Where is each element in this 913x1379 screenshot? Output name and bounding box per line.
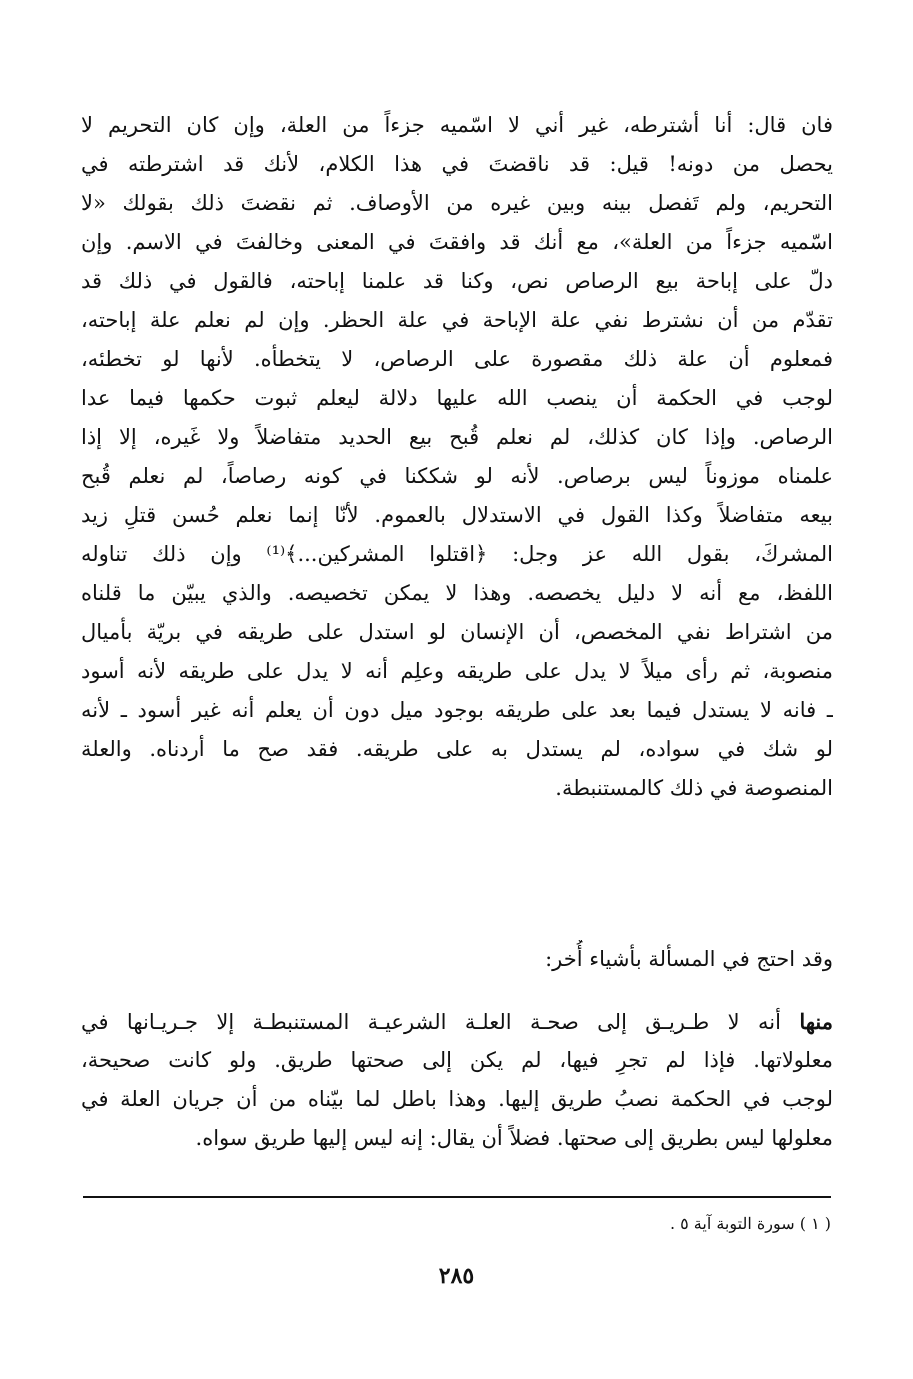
text-line: معلولاتها. فإذا لم تجرِ فيها، لم يكن إلى صحتها طريق. ولو كانت صحيحة،	[81, 1048, 833, 1072]
text-line: منصوبة، ثم رأى ميلاً لا يدل على طريقه وعلِم أنه لا يدل على طريقه لأنه أسود	[81, 659, 833, 683]
text-line: علمناه موزوناً ليس برصاص. لأنه لو شككنا في كونه رصاصاً، لم نعلم قُبح	[81, 464, 833, 488]
text-line: التحريم، ولم تَفصل بينه وبين غيره من الأوصاف. ثم نقضتَ ذلك بقولك «لا	[81, 191, 833, 215]
text-line: فان قال: أنا أشترطه، غير أني لا اسّميه جزءاً من العلة، وإن كان التحريم لا	[81, 113, 833, 137]
page-number: ٢٨٥	[438, 1263, 475, 1289]
paragraph-3	[81, 1002, 833, 1158]
text-line: وقد احتج في المسألة بأشياء أُخر:	[545, 947, 833, 971]
text-line: المشركَ، بقول الله عز وجل: ﴿اقتلوا المشركين...﴾⁽¹⁾ وإن ذلك تناوله	[81, 542, 833, 566]
paragraph-2	[81, 940, 833, 979]
text-line: ـ فانه لا يستدل فيما بعد على طريقه بوجود ميل دون أن يعلم أنه غير أسود ـ لأنه	[81, 698, 833, 722]
text-line: معلولها ليس بطريق إلى صحتها. فضلاً أن يقال: إنه ليس إليها طريق سواه.	[195, 1126, 833, 1150]
text-line: لو شك في سواده، لم يستدل به على طريقه. فقد صح ما أردناه. والعلة	[81, 737, 833, 761]
text-line: اسّميه جزءاً من العلة»، مع أنك قد وافقتَ في المعنى وخالفتَ في الاسم. وإن	[81, 230, 833, 254]
text-line: دلّ على إباحة بيع الرصاص نص، وكنا قد علمنا إباحته، فالقول في ذلك قد	[81, 269, 833, 293]
text-line: المنصوصة في ذلك كالمستنبطة.	[555, 776, 833, 800]
footnote: ( ١ ) سورة التوبة آية ٥ .	[669, 1214, 831, 1233]
text-line: بيعه متفاضلاً وكذا القول في الاستدلال بالعموم. لأنّا إنما نعلم حُسن قتلِ زيد	[81, 503, 833, 527]
paragraph-lead-word: منها	[799, 1009, 833, 1034]
text-line: فمعلوم أن علة ذلك مقصورة على الرصاص، لا يتخطأه. لأنها لو تخطئه،	[81, 347, 833, 371]
paragraph-1	[81, 106, 833, 808]
text-line-rest: أنه لا طـريـق إلى صحـة العلـة الشرعيـة المستنبطـة إلا جـريـانها في	[81, 1010, 800, 1034]
text-line: من اشتراط نفي المخصص، أن الإنسان لو استدل على طريقه في بريّة بأميال	[81, 620, 833, 644]
text-line: اللفظ، مع أنه لا دليل يخصصه. وهذا لا يمكن تخصيصه. والذي يبيّن ما قلناه	[81, 581, 833, 605]
text-line: يحصل من دونه! قيل: قد ناقضتَ في هذا الكلام، لأنك قد اشترطته في	[81, 152, 833, 176]
text-line: الرصاص. وإذا كان كذلك، لم نعلم قُبح بيع الحديد متفاضلاً ولا غَيره، إلا إذا	[81, 425, 833, 449]
text-line: لوجب في الحكمة نصبُ طريق إليها. وهذا باطل لما بيّناه من أن جريان العلة في	[81, 1087, 833, 1111]
text-line	[81, 1002, 833, 1041]
text-line: لوجب في الحكمة أن ينصب الله عليها دلالة ليعلم ثبوت حكمها فيما عدا	[81, 386, 833, 410]
text-line: تقدّم من أن نشترط نفي علة الإباحة في علة الحظر. وإن لم نعلم علة إباحته،	[81, 308, 833, 332]
footnote-divider	[83, 1196, 831, 1198]
